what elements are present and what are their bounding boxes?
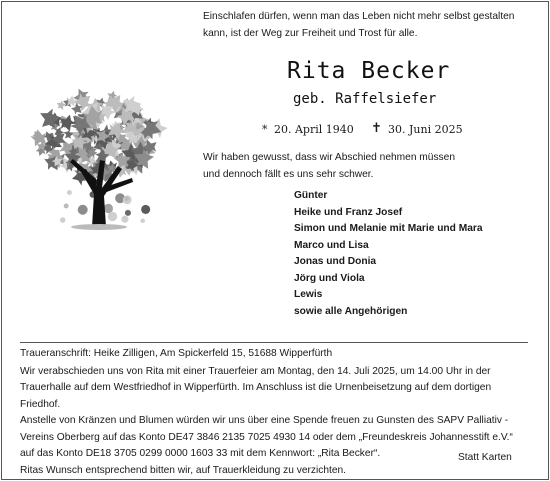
mourner: Jonas und Donia <box>294 256 377 267</box>
birth-star-icon: * <box>262 123 268 136</box>
intro-text <box>203 150 503 183</box>
mourner: Heike und Franz Josef <box>294 206 403 218</box>
fallen-leaf <box>104 204 113 213</box>
divider <box>20 342 528 343</box>
footer-line: Friedhof. <box>20 398 61 410</box>
mourner: Jörg und Viola <box>294 272 365 284</box>
fallen-leaf <box>124 196 129 201</box>
motto-line: Einschlafen dürfen, wenn man das Leben nicht mehr selbst gestalten <box>203 11 515 22</box>
fallen-leaf <box>67 190 72 195</box>
fallen-leaf <box>141 205 150 214</box>
footer-line: Anstelle von Kränzen und Blumen würden wir uns über eine Spende freuen zu Gunsten des SAPV Palliativ - <box>20 415 509 426</box>
leaf <box>40 108 62 130</box>
footer-line: Trauerhalle auf dem Westfriedhof in Wipperfürth. Im Anschluss ist die Urnenbeisetzung auf dem dortigen <box>20 382 492 393</box>
funeral-address: Traueranschrift: Heike Zilligen, Am Spickerfeld 15, 51688 Wipperfürth <box>20 348 333 359</box>
mourner: Lewis <box>294 289 323 300</box>
mourners-list <box>294 188 483 320</box>
maiden-name: geb. Raffelsiefer <box>293 91 437 107</box>
fallen-leaf <box>140 218 145 223</box>
footer-line: Wir verabschieden uns von Rita mit einer Trauerfeier am Montag, den 14. Juli 2025, um 14.00 Uhr in der <box>20 365 491 377</box>
fallen-leaf <box>108 212 117 221</box>
mourner: sowie alle Angehörigen <box>294 305 408 317</box>
death-cross-icon: ✝ <box>371 121 382 136</box>
intro-line: Wir haben gewusst, dass wir Abschied nehmen müssen <box>203 152 455 163</box>
tree-icon <box>20 82 170 232</box>
footer-line: Ritas Wunsch entsprechend bitten wir, auf Trauerkleidung zu verzichten. <box>20 464 346 476</box>
motto-line: kann, ist der Weg zur Freiheit und Trost für alle. <box>203 27 418 39</box>
footer-text <box>20 346 530 479</box>
death-date: 30. Juni 2025 <box>388 123 463 136</box>
fallen-leaf <box>121 216 128 223</box>
statt-karten: Statt Karten <box>458 452 512 463</box>
deceased-name: Rita Becker <box>287 58 451 84</box>
mourner: Marco und Lisa <box>294 239 369 251</box>
fallen-leaf <box>78 205 88 215</box>
footer-line: Vereins Oberberg auf das Konto DE47 3846 2135 7025 4930 14 oder dem „Freundeskreis Johannesstift e.V.“ <box>20 431 513 443</box>
fallen-leaf <box>64 203 69 208</box>
fallen-leaf <box>125 210 131 216</box>
fallen-leaf <box>60 217 65 222</box>
life-dates <box>262 123 502 139</box>
motto <box>203 9 543 42</box>
birth-date: 20. April 1940 <box>274 123 354 136</box>
intro-line: und dennoch fällt es uns sehr schwer. <box>203 168 374 180</box>
footer-line: auf das Konto DE18 3705 0299 0000 1603 33 mit dem Kennwort: „Rita Becker“. <box>20 448 381 459</box>
mourner: Günter <box>294 190 328 201</box>
mourner: Simon und Melanie mit Marie und Mara <box>294 223 483 234</box>
